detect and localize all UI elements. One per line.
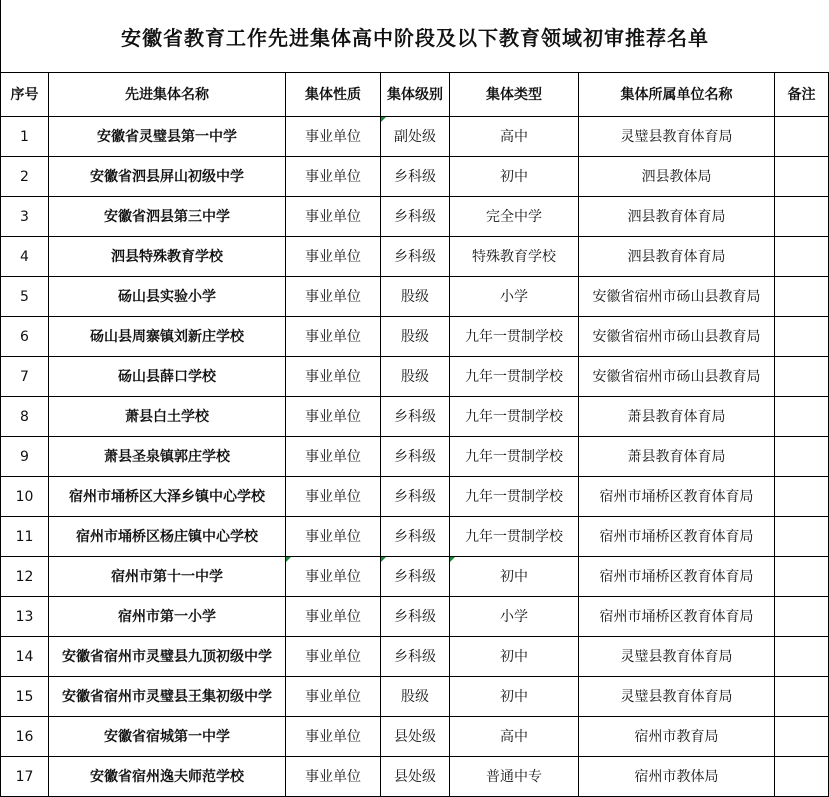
cell-nature: 事业单位 [286, 277, 381, 317]
cell-nature: 事业单位 [286, 437, 381, 477]
cell-level: 乡科级 [381, 237, 450, 277]
cell-name: 砀山县周寨镇刘新庄学校 [49, 317, 286, 357]
cell-nature: 事业单位 [286, 637, 381, 677]
cell-index: 15 [1, 677, 49, 717]
cell-type: 初中 [450, 637, 579, 677]
table-row [1, 717, 829, 757]
cell-remarks [775, 437, 829, 477]
table-row [1, 677, 829, 717]
header-index: 序号 [1, 73, 49, 117]
cell-type: 完全中学 [450, 197, 579, 237]
table-row [1, 517, 829, 557]
cell-index: 8 [1, 397, 49, 437]
cell-remarks [775, 357, 829, 397]
cell-parent-unit: 灵璧县教育体育局 [579, 637, 775, 677]
cell-type: 九年一贯制学校 [450, 517, 579, 557]
cell-parent-unit: 泗县教育体育局 [579, 237, 775, 277]
header-type: 集体类型 [450, 73, 579, 117]
cell-index: 11 [1, 517, 49, 557]
cell-level: 乡科级 [381, 157, 450, 197]
cell-level: 县处级 [381, 757, 450, 797]
cell-parent-unit: 宿州市埇桥区教育体育局 [579, 517, 775, 557]
cell-remarks [775, 597, 829, 637]
cell-level: 乡科级 [381, 637, 450, 677]
table-row [1, 437, 829, 477]
cell-type: 普通中专 [450, 757, 579, 797]
header-nature: 集体性质 [286, 73, 381, 117]
cell-index: 3 [1, 197, 49, 237]
cell-nature: 事业单位 [286, 197, 381, 237]
cell-type: 九年一贯制学校 [450, 357, 579, 397]
table-row [1, 637, 829, 677]
table-row [1, 597, 829, 637]
header-parent-unit: 集体所属单位名称 [579, 73, 775, 117]
cell-parent-unit: 萧县教育体育局 [579, 397, 775, 437]
cell-parent-unit: 泗县教育体育局 [579, 197, 775, 237]
cell-nature: 事业单位 [286, 317, 381, 357]
cell-type: 高中 [450, 717, 579, 757]
cell-nature: 事业单位 [286, 477, 381, 517]
cell-name: 宿州市埇桥区大泽乡镇中心学校 [49, 477, 286, 517]
cell-name: 安徽省灵璧县第一中学 [49, 117, 286, 157]
cell-parent-unit: 安徽省宿州市砀山县教育局 [579, 277, 775, 317]
cell-index: 9 [1, 437, 49, 477]
cell-remarks [775, 237, 829, 277]
cell-remarks [775, 197, 829, 237]
table-row [1, 397, 829, 437]
sheet-title: 安徽省教育工作先进集体高中阶段及以下教育领域初审推荐名单 [0, 0, 829, 72]
cell-remarks [775, 757, 829, 797]
cell-level: 乡科级 [381, 517, 450, 557]
cell-index: 5 [1, 277, 49, 317]
cell-level: 乡科级 [381, 197, 450, 237]
table-row [1, 237, 829, 277]
cell-index: 6 [1, 317, 49, 357]
cell-level: 股级 [381, 677, 450, 717]
cell-level: 乡科级 [381, 557, 450, 597]
cell-parent-unit: 宿州市埇桥区教育体育局 [579, 597, 775, 637]
table-row [1, 477, 829, 517]
header-row [1, 73, 829, 117]
table-row [1, 277, 829, 317]
cell-name: 安徽省宿城第一中学 [49, 717, 286, 757]
cell-parent-unit: 灵璧县教育体育局 [579, 117, 775, 157]
cell-level: 乡科级 [381, 437, 450, 477]
cell-nature: 事业单位 [286, 757, 381, 797]
cell-type: 小学 [450, 597, 579, 637]
cell-nature: 事业单位 [286, 557, 381, 597]
cell-name: 安徽省泗县第三中学 [49, 197, 286, 237]
cell-remarks [775, 677, 829, 717]
cell-level: 股级 [381, 357, 450, 397]
cell-name: 宿州市第十一中学 [49, 557, 286, 597]
cell-name: 宿州市第一小学 [49, 597, 286, 637]
cell-index: 1 [1, 117, 49, 157]
cell-index: 17 [1, 757, 49, 797]
table-row [1, 557, 829, 597]
cell-nature: 事业单位 [286, 397, 381, 437]
cell-name: 萧县圣泉镇郭庄学校 [49, 437, 286, 477]
cell-name: 安徽省宿州逸夫师范学校 [49, 757, 286, 797]
cell-remarks [775, 277, 829, 317]
cell-type: 九年一贯制学校 [450, 317, 579, 357]
cell-type: 高中 [450, 117, 579, 157]
cell-level: 股级 [381, 277, 450, 317]
header-remarks: 备注 [775, 73, 829, 117]
cell-nature: 事业单位 [286, 677, 381, 717]
cell-remarks [775, 317, 829, 357]
cell-index: 2 [1, 157, 49, 197]
cell-nature: 事业单位 [286, 597, 381, 637]
cell-remarks [775, 717, 829, 757]
cell-remarks [775, 477, 829, 517]
cell-parent-unit: 灵璧县教育体育局 [579, 677, 775, 717]
cell-parent-unit: 安徽省宿州市砀山县教育局 [579, 317, 775, 357]
cell-parent-unit: 宿州市埇桥区教育体育局 [579, 477, 775, 517]
table-row [1, 357, 829, 397]
cell-level: 县处级 [381, 717, 450, 757]
table-row [1, 317, 829, 357]
cell-parent-unit: 安徽省宿州市砀山县教育局 [579, 357, 775, 397]
cell-name: 砀山县实验小学 [49, 277, 286, 317]
cell-type: 特殊教育学校 [450, 237, 579, 277]
cell-index: 13 [1, 597, 49, 637]
table-row [1, 757, 829, 797]
cell-index: 16 [1, 717, 49, 757]
cell-nature: 事业单位 [286, 117, 381, 157]
cell-name: 砀山县薛口学校 [49, 357, 286, 397]
cell-name: 安徽省泗县屏山初级中学 [49, 157, 286, 197]
cell-nature: 事业单位 [286, 717, 381, 757]
cell-name: 泗县特殊教育学校 [49, 237, 286, 277]
cell-level: 副处级 [381, 117, 450, 157]
cell-level: 乡科级 [381, 477, 450, 517]
cell-type: 初中 [450, 557, 579, 597]
cell-type: 小学 [450, 277, 579, 317]
cell-remarks [775, 517, 829, 557]
table-row [1, 197, 829, 237]
cell-type: 九年一贯制学校 [450, 437, 579, 477]
cell-parent-unit: 萧县教育体育局 [579, 437, 775, 477]
cell-nature: 事业单位 [286, 517, 381, 557]
cell-remarks [775, 557, 829, 597]
cell-type: 九年一贯制学校 [450, 397, 579, 437]
cell-name: 宿州市埇桥区杨庄镇中心学校 [49, 517, 286, 557]
cell-index: 10 [1, 477, 49, 517]
cell-name: 萧县白土学校 [49, 397, 286, 437]
cell-type: 初中 [450, 157, 579, 197]
table-row [1, 117, 829, 157]
cell-name: 安徽省宿州市灵璧县王集初级中学 [49, 677, 286, 717]
cell-level: 乡科级 [381, 597, 450, 637]
cell-level: 股级 [381, 317, 450, 357]
cell-remarks [775, 117, 829, 157]
cell-type: 九年一贯制学校 [450, 477, 579, 517]
header-level: 集体级别 [381, 73, 450, 117]
table-row [1, 157, 829, 197]
cell-nature: 事业单位 [286, 157, 381, 197]
header-name: 先进集体名称 [49, 73, 286, 117]
cell-nature: 事业单位 [286, 237, 381, 277]
cell-nature: 事业单位 [286, 357, 381, 397]
cell-parent-unit: 宿州市教体局 [579, 757, 775, 797]
cell-parent-unit: 宿州市教育局 [579, 717, 775, 757]
cell-type: 初中 [450, 677, 579, 717]
cell-parent-unit: 宿州市埇桥区教育体育局 [579, 557, 775, 597]
cell-parent-unit: 泗县教体局 [579, 157, 775, 197]
cell-index: 4 [1, 237, 49, 277]
cell-name: 安徽省宿州市灵璧县九顶初级中学 [49, 637, 286, 677]
cell-remarks [775, 157, 829, 197]
recommendation-table [0, 72, 829, 797]
cell-index: 12 [1, 557, 49, 597]
cell-remarks [775, 397, 829, 437]
cell-remarks [775, 637, 829, 677]
cell-index: 7 [1, 357, 49, 397]
cell-index: 14 [1, 637, 49, 677]
cell-level: 乡科级 [381, 397, 450, 437]
